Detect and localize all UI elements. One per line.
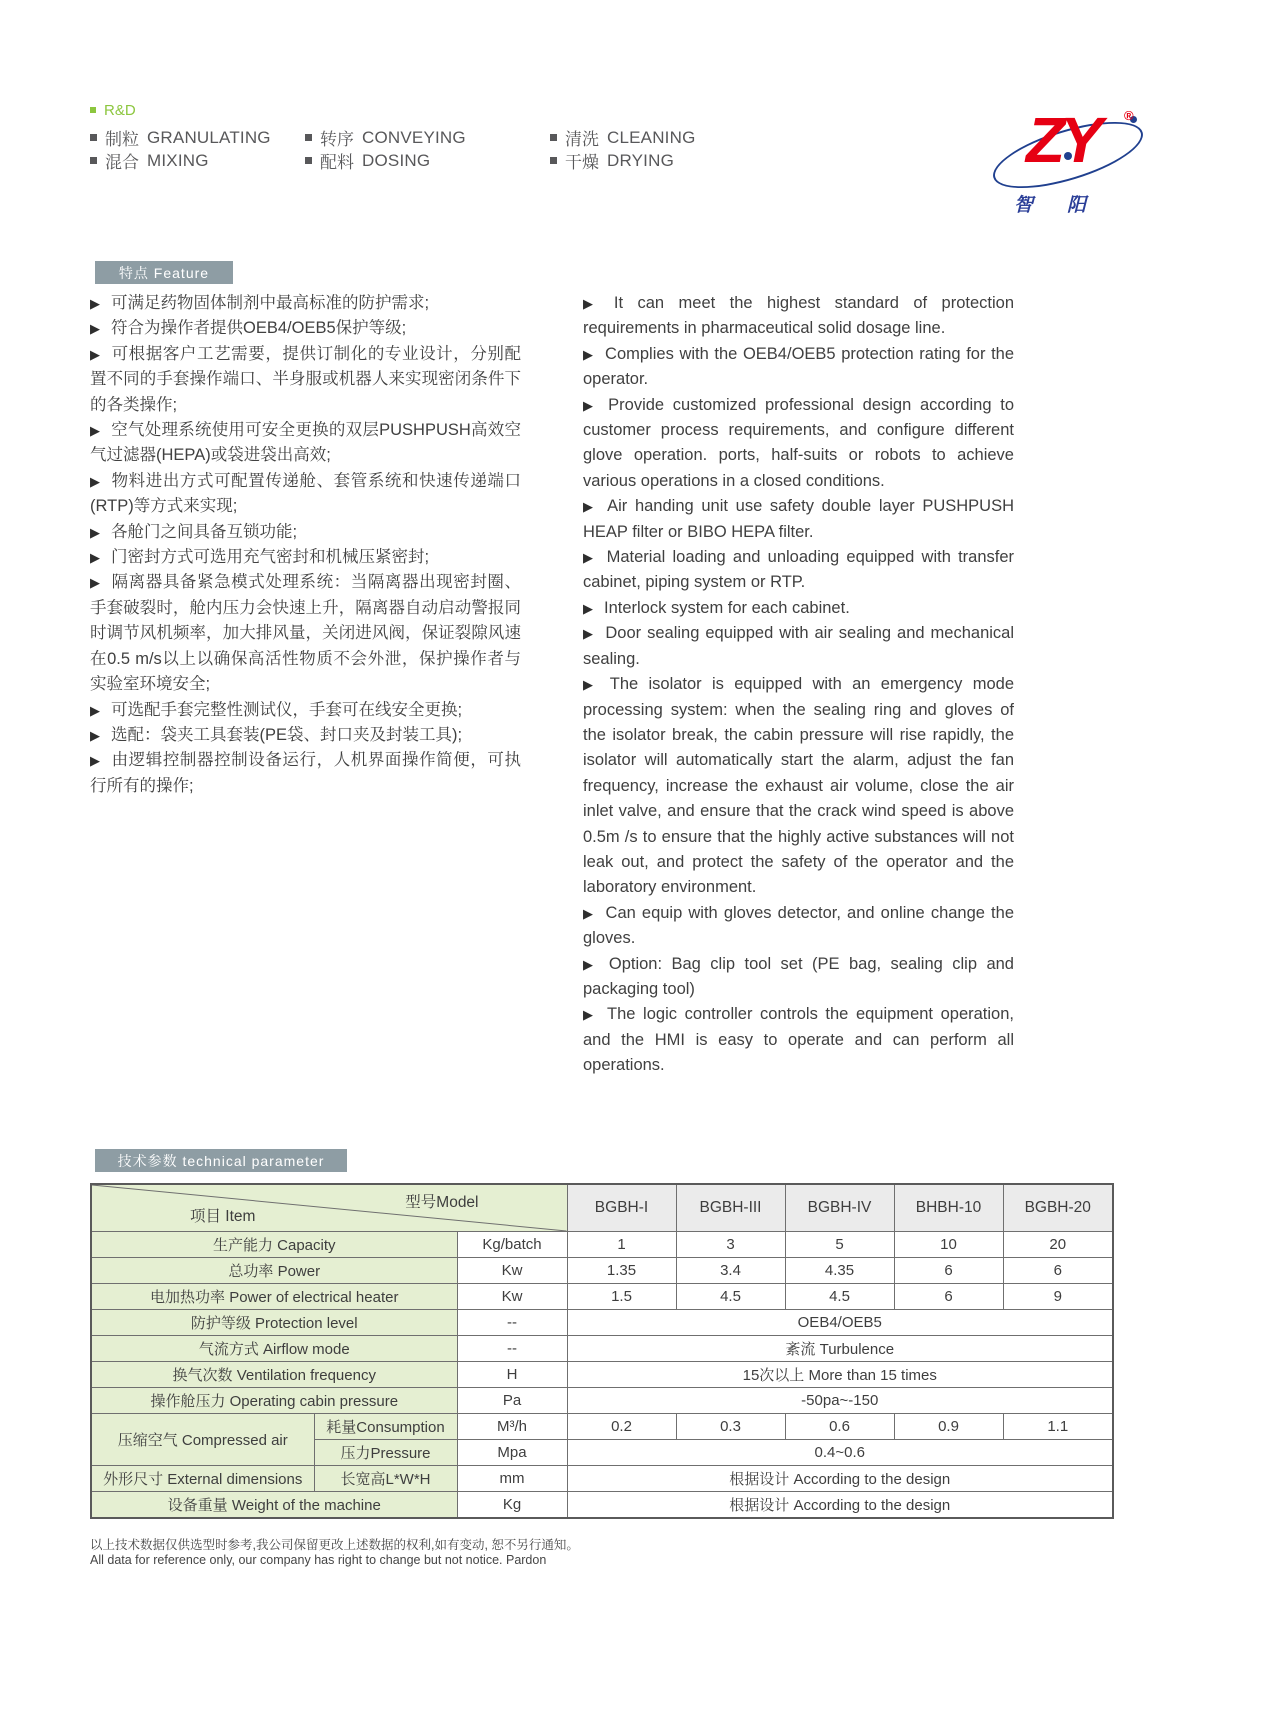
value-cell: 4.35	[785, 1258, 894, 1284]
value-cell: 5	[785, 1232, 894, 1258]
value-cell: 1.35	[567, 1258, 676, 1284]
bullet-square-icon	[305, 157, 312, 164]
table-row-protection	[91, 1310, 1113, 1336]
rd-label-row	[90, 100, 696, 120]
feature-bullet-en: ▶ Material loading and unloading equipped with transfer cabinet, piping system or RTP.	[583, 545, 1014, 596]
sub-label-cell: 长宽高L*W*H	[314, 1466, 457, 1492]
bullet-square-icon	[550, 157, 557, 164]
category-item-mixing	[90, 149, 305, 172]
category-zh: 配料	[320, 153, 354, 172]
value-cell: 6	[894, 1258, 1003, 1284]
value-cell: 4.5	[785, 1284, 894, 1310]
merged-value-cell: 15次以上 More than 15 times	[567, 1362, 1113, 1388]
model-header: BGBH-III	[676, 1184, 785, 1232]
unit-cell: Kw	[457, 1284, 567, 1310]
unit-cell: --	[457, 1310, 567, 1336]
category-zh: 混合	[105, 153, 139, 172]
value-cell: 6	[1003, 1258, 1113, 1284]
value-cell: 20	[1003, 1232, 1113, 1258]
footnote	[90, 1538, 579, 1568]
category-en: DOSING	[362, 150, 431, 170]
category-zh: 转序	[320, 130, 354, 149]
bullet-square-icon	[305, 134, 312, 141]
category-column	[550, 126, 696, 172]
row-label-cell: 气流方式 Airflow mode	[91, 1336, 457, 1362]
feature-bullet-en: ▶ It can meet the highest standard of protection requirements in pharmaceutical solid dosage line.	[583, 291, 1014, 342]
table-row-cabin-pressure	[91, 1388, 1113, 1414]
table-row-ventilation	[91, 1362, 1113, 1388]
row-label-cell: 电加热功率 Power of electrical heater	[91, 1284, 457, 1310]
merged-value-cell: -50pa~-150	[567, 1388, 1113, 1414]
value-cell: 1	[567, 1232, 676, 1258]
table-row-power	[91, 1258, 1113, 1284]
merged-value-cell: OEB4/OEB5	[567, 1310, 1113, 1336]
model-header: BHBH-10	[894, 1184, 1003, 1232]
merged-value-cell: 紊流 Turbulence	[567, 1336, 1113, 1362]
tech-section-badge: 技术参数 technical parameter	[95, 1149, 347, 1172]
logo-text: ZY	[1026, 104, 1098, 176]
unit-cell: mm	[457, 1466, 567, 1492]
feature-bullet-en: ▶ Option: Bag clip tool set (PE bag, sealing clip and packaging tool)	[583, 952, 1014, 1003]
value-cell: 0.3	[676, 1414, 785, 1440]
category-zh: 干燥	[565, 153, 599, 172]
feature-list-en	[583, 291, 1014, 1079]
feature-bullet-zh: ▶ 物料进出方式可配置传递舱、套管系统和快速传递端口(RTP)等方式来实现;	[90, 469, 521, 520]
corner-item-label: 项目 Item	[190, 1208, 256, 1225]
category-en: DRYING	[607, 150, 675, 170]
feature-bullet-en: ▶ Complies with the OEB4/OEB5 protection rating for the operator.	[583, 342, 1014, 393]
corner-model-label: 型号Model	[405, 1194, 479, 1211]
unit-cell: Pa	[457, 1388, 567, 1414]
value-cell: 10	[894, 1232, 1003, 1258]
corner-cell	[91, 1184, 567, 1232]
table-row-compressed-air-consumption	[91, 1414, 1113, 1440]
footnote-en: All data for reference only, our company has right to change but not notice. Pardon	[90, 1553, 547, 1567]
unit-cell: Kg/batch	[457, 1232, 567, 1258]
bullet-square-icon	[90, 157, 97, 164]
bullet-square-icon	[550, 134, 557, 141]
row-label-cell: 防护等级 Protection level	[91, 1310, 457, 1336]
unit-cell: Mpa	[457, 1440, 567, 1466]
value-cell: 0.9	[894, 1414, 1003, 1440]
row-label-cell: 设备重量 Weight of the machine	[91, 1492, 457, 1519]
tech-parameter-table	[90, 1183, 1114, 1519]
bullet-square-icon	[90, 134, 97, 141]
row-label-cell: 外形尺寸 External dimensions	[91, 1466, 314, 1492]
value-cell: 3.4	[676, 1258, 785, 1284]
value-cell: 4.5	[676, 1284, 785, 1310]
row-label-cell: 操作舱压力 Operating cabin pressure	[91, 1388, 457, 1414]
row-label-cell: 换气次数 Ventilation frequency	[91, 1362, 457, 1388]
feature-bullet-zh: ▶ 空气处理系统使用可安全更换的双层PUSHPUSH高效空气过滤器(HEPA)或袋进袋出高效;	[90, 418, 521, 469]
feature-bullet-zh: ▶ 各舱门之间具备互锁功能;	[90, 520, 521, 545]
category-en: CONVEYING	[362, 127, 466, 147]
feature-bullet-zh: ▶ 可满足药物固体制剂中最高标准的防护需求;	[90, 291, 521, 316]
bullet-square-icon	[90, 107, 96, 113]
category-zh: 制粒	[105, 130, 139, 149]
value-cell: 1.1	[1003, 1414, 1113, 1440]
feature-bullet-zh: ▶ 由逻辑控制器控制设备运行，人机界面操作简便，可执行所有的操作;	[90, 748, 521, 799]
feature-bullet-en: ▶ Interlock system for each cabinet.	[583, 596, 1014, 621]
feature-section-badge: 特点 Feature	[95, 261, 233, 284]
category-en: MIXING	[147, 150, 209, 170]
value-cell: 0.6	[785, 1414, 894, 1440]
feature-bullet-en: ▶ Can equip with gloves detector, and online change the gloves.	[583, 901, 1014, 952]
feature-bullet-en: ▶ Door sealing equipped with air sealing and mechanical sealing.	[583, 621, 1014, 672]
feature-bullet-zh: ▶ 可根据客户工艺需要，提供订制化的专业设计，分别配置不同的手套操作端口、半身服或机器人来实现密闭条件下的各类操作;	[90, 342, 521, 418]
feature-bullet-zh: ▶ 选配：袋夹工具套装(PE袋、封口夹及封装工具);	[90, 723, 521, 748]
feature-bullet-zh: ▶ 隔离器具备紧急模式处理系统：当隔离器出现密封圈、手套破裂时，舱内压力会快速上升，隔离器自动启动警报同时调节风机频率，加大排风量，关闭进风阀，保证裂隙风速在0.5 m/s以上以确保高活性物质不会外泄，保护操作者与实验室环境安全;	[90, 570, 521, 697]
category-item-conveying	[305, 126, 550, 149]
category-grid	[90, 126, 696, 172]
sub-label-cell: 耗量Consumption	[314, 1414, 457, 1440]
diagonal-divider-icon	[92, 1185, 567, 1231]
unit-cell: Kg	[457, 1492, 567, 1519]
model-header: BGBH-20	[1003, 1184, 1113, 1232]
category-column	[305, 126, 550, 172]
feature-list-zh	[90, 291, 521, 799]
unit-cell: H	[457, 1362, 567, 1388]
model-header: BGBH-IV	[785, 1184, 894, 1232]
category-zh: 清洗	[565, 130, 599, 149]
merged-value-cell: 0.4~0.6	[567, 1440, 1113, 1466]
category-en: CLEANING	[607, 127, 696, 147]
registered-trademark-icon: ®	[1124, 108, 1134, 123]
feature-bullet-en: ▶ Air handing unit use safety double layer PUSHPUSH HEAP filter or BIBO HEPA filter.	[583, 494, 1014, 545]
table-row-dimensions	[91, 1466, 1113, 1492]
category-item-drying	[550, 149, 696, 172]
merged-value-cell: 根据设计 According to the design	[567, 1492, 1113, 1519]
rd-label: R&D	[104, 101, 136, 119]
value-cell: 9	[1003, 1284, 1113, 1310]
value-cell: 3	[676, 1232, 785, 1258]
category-item-dosing	[305, 149, 550, 172]
feature-bullet-en: ▶ Provide customized professional design according to customer process requirements, and configure different glove operation. ports, half-suits or robots to achieve various operations in a closed conditions.	[583, 393, 1014, 495]
table-header-row	[91, 1184, 1113, 1232]
sub-label-cell: 压力Pressure	[314, 1440, 457, 1466]
category-column	[90, 126, 305, 172]
logo-subtext: 智阳	[1014, 194, 1121, 216]
row-label-cell: 压缩空气 Compressed air	[91, 1414, 314, 1466]
unit-cell: Kw	[457, 1258, 567, 1284]
feature-bullet-zh: ▶ 可选配手套完整性测试仪，手套可在线安全更换;	[90, 698, 521, 723]
feature-bullet-en: ▶ The logic controller controls the equipment operation, and the HMI is easy to operate and can perform all operations.	[583, 1002, 1014, 1078]
feature-bullet-zh: ▶ 门密封方式可选用充气密封和机械压紧密封;	[90, 545, 521, 570]
row-label-cell: 总功率 Power	[91, 1258, 457, 1284]
table-row-heater	[91, 1284, 1113, 1310]
value-cell: 1.5	[567, 1284, 676, 1310]
company-logo	[1000, 106, 1160, 221]
table-row-weight	[91, 1492, 1113, 1519]
row-label-cell: 生产能力 Capacity	[91, 1232, 457, 1258]
model-header: BGBH-I	[567, 1184, 676, 1232]
footnote-zh: 以上技术数据仅供选型时参考,我公司保留更改上述数据的权利,如有变动, 恕不另行通知。	[90, 1538, 579, 1552]
table-row-airflow	[91, 1336, 1113, 1362]
brand-header	[90, 100, 696, 172]
value-cell: 6	[894, 1284, 1003, 1310]
feature-bullet-zh: ▶ 符合为操作者提供OEB4/OEB5保护等级;	[90, 316, 521, 341]
table-row-capacity	[91, 1232, 1113, 1258]
unit-cell: --	[457, 1336, 567, 1362]
feature-bullet-en: ▶ The isolator is equipped with an emergency mode processing system: when the sealing ring and gloves of the isolator break, the cabin pressure will rise rapidly, the isolator will automatically start the alarm, adjust the fan frequency, increase the exhaust air volume, close the air inlet valve, and ensure that the crack wind speed is above 0.5m /s to ensure that the highly active substances will not leak out, and protect the safety of the operator and the laboratory environment.	[583, 672, 1014, 901]
category-item-cleaning	[550, 126, 696, 149]
unit-cell: M³/h	[457, 1414, 567, 1440]
merged-value-cell: 根据设计 According to the design	[567, 1466, 1113, 1492]
value-cell: 0.2	[567, 1414, 676, 1440]
category-item-granulating	[90, 126, 305, 149]
category-en: GRANULATING	[147, 127, 271, 147]
